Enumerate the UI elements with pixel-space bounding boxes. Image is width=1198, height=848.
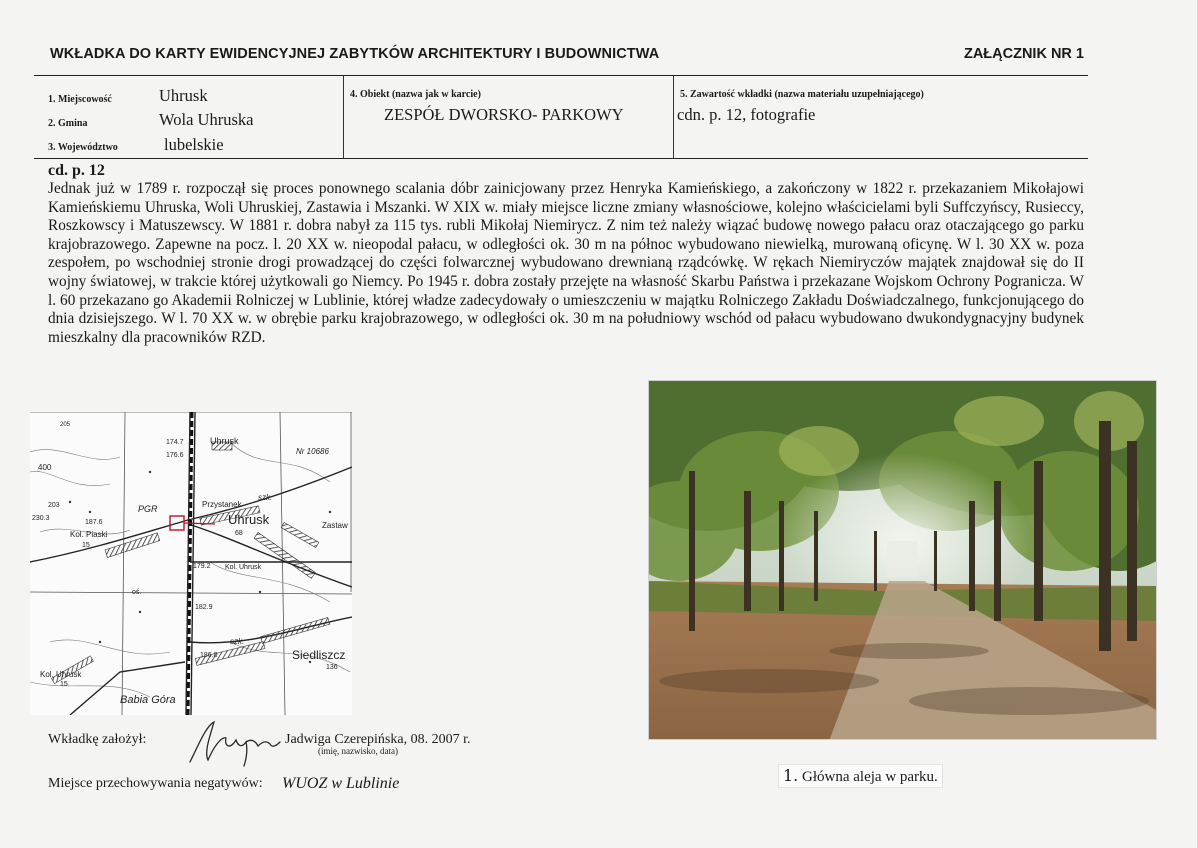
map-label: Uhrusk	[210, 436, 239, 446]
continuation-heading: cd. p. 12	[48, 162, 105, 179]
map-label: Siedliszcz	[292, 648, 346, 662]
map-label: 136	[326, 664, 338, 671]
field-value-voivodeship: lubelskie	[164, 135, 224, 154]
map-label: szk.	[230, 637, 245, 646]
map-label: 176.6	[166, 452, 184, 459]
map-label: 179.2	[193, 563, 211, 570]
map-label: 15	[60, 681, 68, 688]
map-label: 15	[82, 542, 90, 549]
field-label-locality: 1. Miejscowość	[48, 94, 112, 105]
map-label: 230.3	[32, 515, 50, 522]
form-table	[34, 76, 1088, 159]
photo-number: 1.	[783, 766, 799, 785]
map-label: Kol. Piaski	[70, 530, 108, 539]
document-title: WKŁADKA DO KARTY EWIDENCYJNEJ ZABYTKÓW ARCHITEKTURY I BUDOWNICTWA	[50, 46, 660, 62]
location-map	[30, 412, 352, 715]
founder-name: Jadwiga Czerepińska, 08. 2007 r.	[285, 732, 471, 747]
map-label: 68	[235, 530, 243, 537]
map-label: Przystanek	[202, 500, 242, 509]
photo-caption-text: Główna aleja w parku.	[802, 769, 938, 785]
field-value-locality: Uhrusk	[159, 86, 208, 105]
park-alley-photo	[648, 380, 1157, 740]
map-label: Nr 10686	[296, 447, 329, 456]
column-divider	[343, 76, 344, 158]
field-label-voivodeship: 3. Województwo	[48, 142, 118, 153]
map-label: Kol. Uhrusk	[225, 564, 262, 571]
map-label: 174.7	[166, 439, 184, 446]
photo-caption	[778, 764, 943, 788]
field-label-content: 5. Zawartość wkładki (nazwa materiału uzupełniającego)	[680, 89, 924, 100]
annex-number: ZAŁĄCZNIK NR 1	[963, 46, 1084, 62]
map-label: 400	[38, 463, 52, 472]
founder-label: Wkładkę założył:	[48, 732, 147, 747]
negatives-label: Miejsce przechowywania negatywów:	[48, 776, 263, 791]
field-value-commune: Wola Uhruska	[159, 110, 254, 129]
map-label: Zastaw	[322, 521, 348, 530]
map-label: PGR	[138, 504, 158, 514]
field-label-commune: 2. Gmina	[48, 118, 88, 129]
map-label: szk.	[258, 493, 273, 502]
negatives-location: WUOZ w Lublinie	[282, 775, 400, 792]
field-label-object: 4. Obiekt (nazwa jak w karcie)	[350, 89, 481, 100]
history-paragraph: Jednak już w 1789 r. rozpoczął się proces ponownego scalania dóbr zainicjowany przez Henryka Kamieńskiego, a zakończony w 1822 r. przekazaniem Mikołajowi Kamieńskiemu Uhruska, Woli Uhruskiej, Zastawia i Mszanki. W XIX w. miały miejsce liczne zmiany własnościowe, kolejno właścicielami byli Suffczyńscy, Rusieccy, Roszkowscy i Matuszewscy. W 1881 r. dobra nabył za 115 tys. rubli Mikołaj Niemirycz. Z nim też należy wiązać budowę nowego pałacu oraz otaczającego go parku krajobrazowego. Zapewne na pocz. l. 20 XX w. nieopodal pałacu, w odległości ok. 30 m na północ wybudowano niewielką, murowaną oficynę. W l. 30 XX w. poza zespołem, po wschodniej stronie drogi prowadzącej do części folwarcznej wybudowano drewnianą rządcówkę. W rękach Niemiryczów majątek znajdował się do II wojny światowej, w trakcie której użytkowali go Niemcy. Po 1945 r. dobra zostały przejęte na własność Skarbu Państwa i przekazane Wojskom Ochrony Pogranicza. W l. 60 przekazano go Akademii Rolniczej w Lublinie, której władze zadecydowały o umieszczeniu w majątku Rolniczego Zakładu Doświadczalnego, funkcjonującego do dnia dzisiejszego. W l. 70 XX w. w obrębie parku krajobrazowego, w odległości ok. 30 m na południowy wschód od pałacu wybudowano dwukondygnacyjny budynek mieszkalny dla pracowników RZD.	[48, 180, 1084, 346]
field-value-content: cdn. p. 12, fotografie	[677, 105, 816, 124]
map-label: oś.	[132, 589, 142, 596]
map-label: 187.6	[85, 519, 103, 526]
map-label: 186.0	[200, 652, 218, 659]
map-label: 205	[60, 422, 71, 428]
handwritten-signature	[186, 716, 282, 768]
map-label: Kol. Uhrusk	[40, 670, 82, 679]
column-divider	[673, 76, 674, 158]
field-value-object: ZESPÓŁ DWORSKO- PARKOWY	[384, 105, 624, 124]
map-label: Uhrusk	[228, 512, 270, 527]
map-label: 182.9	[195, 604, 213, 611]
map-label: Babia Góra	[120, 694, 176, 706]
map-label: 203	[48, 502, 60, 509]
founder-hint: (imię, nazwisko, data)	[318, 746, 398, 756]
